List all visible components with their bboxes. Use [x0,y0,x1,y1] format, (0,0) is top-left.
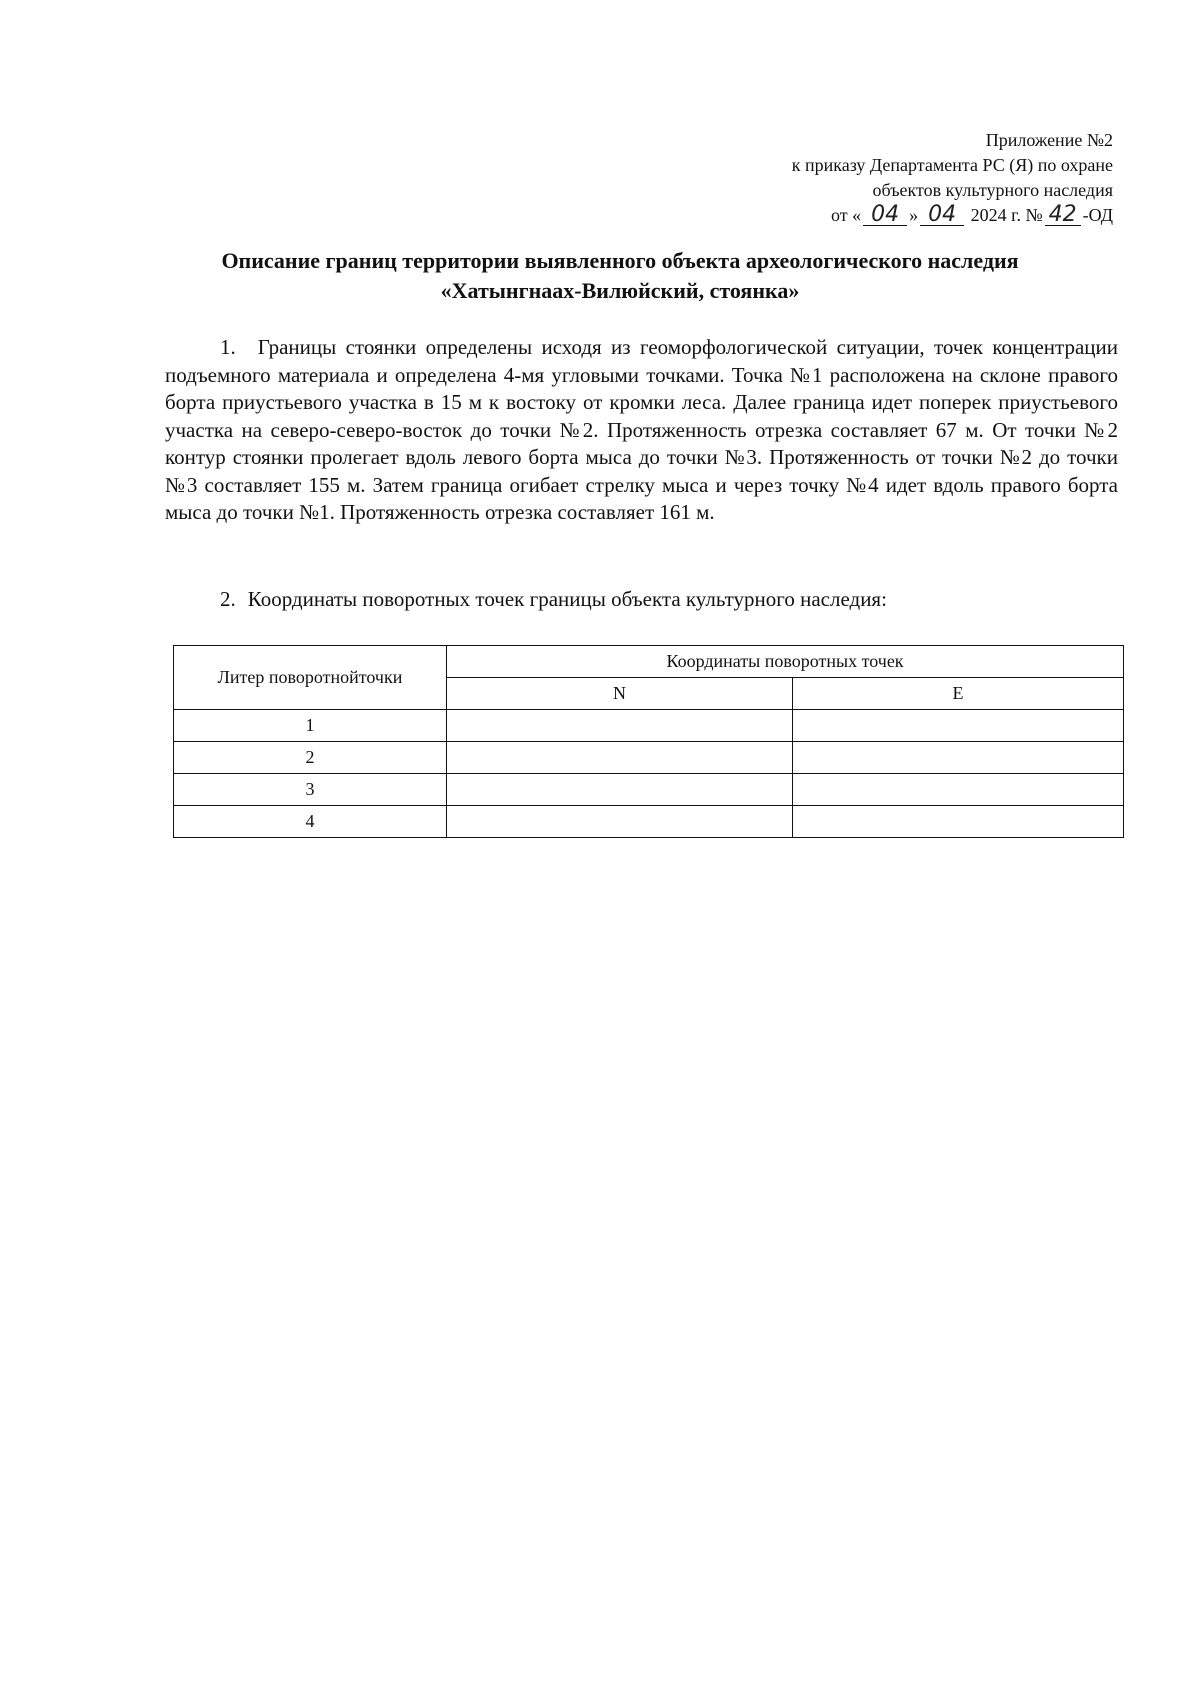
section-2-number: 2. [220,587,236,611]
e-header: E [793,678,1124,710]
handwritten-month: 04 [920,205,964,226]
point-cell: 2 [174,742,447,774]
n-cell [447,774,793,806]
table-header-row [174,646,1124,678]
annex-title: Приложение №2 [985,130,1113,150]
title-line-1: Описание границ территории выявленного объекта археологического наследия [221,248,1019,273]
point-label-header: Литер поворотнойточки [174,646,447,710]
coordinates-group-header: Координаты поворотных точек [447,646,1124,678]
title-line-2: «Хатынгнаах-Вилюйский, стоянка» [440,278,800,303]
section-2-text: Координаты поворотных точек границы объекта культурного наследия: [247,587,887,611]
table-row [174,774,1124,806]
n-cell [447,742,793,774]
annex-header [792,128,1113,228]
section-1-number: 1. [220,335,236,359]
year-and-number-label: 2024 г. № [970,205,1043,225]
section-2-paragraph [220,585,887,613]
point-cell: 1 [174,710,447,742]
coordinates-table [173,645,1124,838]
date-mid: » [909,205,919,225]
e-cell [793,710,1124,742]
document-title [140,246,1100,306]
section-1-paragraph [165,334,1118,527]
n-header: N [447,678,793,710]
table-row [174,742,1124,774]
handwritten-day: 04 [863,205,907,226]
e-cell [793,806,1124,838]
point-cell: 4 [174,806,447,838]
e-cell [793,742,1124,774]
date-prefix: от « [830,205,862,225]
point-cell: 3 [174,774,447,806]
handwritten-number: 42 [1045,205,1081,226]
annex-date-line [792,203,1113,228]
table-row [174,806,1124,838]
n-cell [447,806,793,838]
table-row [174,710,1124,742]
number-suffix: -ОД [1082,205,1113,225]
e-cell [793,774,1124,806]
n-cell [447,710,793,742]
annex-order-ref-cont: объектов культурного наследия [872,180,1113,200]
section-1-text: Границы стоянки определены исходя из геоморфологической ситуации, точек концентрации подъемного материала и определена 4-мя угловыми точками. Точка №1 расположена на склоне правого борта приустьевого участка в 15 м к востоку от кромки леса. Далее граница идет поперек приустьевого участка на северо-северо-восток до точки №2. Протяженность отрезка составляет 67 м. От точки №2 контур стоянки пролегает вдоль левого борта мыса до точки №3. Протяженность от точки №2 до точки №3 составляет 155 м. Затем граница огибает стрелку мыса и через точку №4 идет вдоль правого борта мыса до точки №1. Протяженность отрезка составляет 161 м. [165,335,1118,524]
annex-order-ref: к приказу Департамента РС (Я) по охране [791,155,1113,175]
